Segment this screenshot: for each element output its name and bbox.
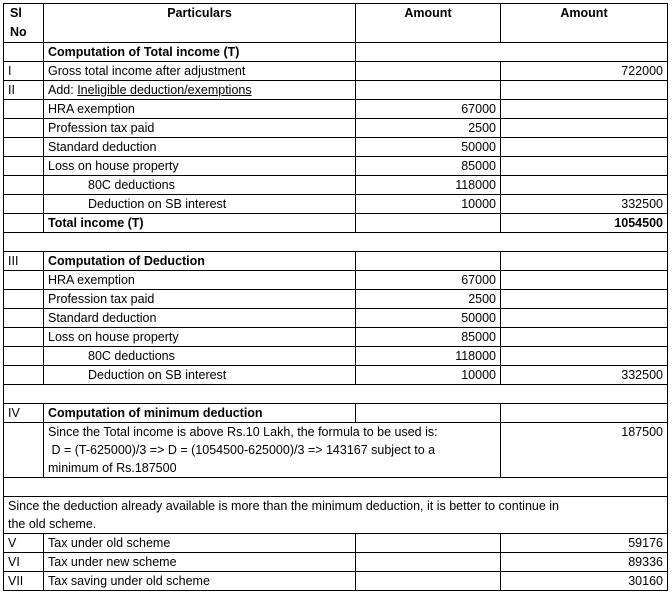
- row-amount: 85000: [356, 328, 501, 347]
- row-amount: 50000: [356, 309, 501, 328]
- tax-computation-table: [3, 3, 668, 591]
- spacer-row: [4, 478, 668, 497]
- table-row: [4, 81, 668, 100]
- conclusion-row: [4, 497, 668, 534]
- sl-number: V: [4, 534, 44, 553]
- row-amount: 50000: [356, 138, 501, 157]
- row-label: Standard deduction: [44, 138, 356, 157]
- row-label: Profession tax paid: [44, 119, 356, 138]
- row-label: Standard deduction: [44, 309, 356, 328]
- table-row: [4, 43, 668, 62]
- table-row: [4, 423, 668, 478]
- sl-number: I: [4, 62, 44, 81]
- table-row: [4, 195, 668, 214]
- header-particulars: Particulars: [44, 4, 356, 43]
- table-row: [4, 214, 668, 233]
- table-row: [4, 347, 668, 366]
- row-label: Gross total income after adjustment: [44, 62, 356, 81]
- section-title-minimum: Computation of minimum deduction: [44, 404, 356, 423]
- sl-number: VI: [4, 553, 44, 572]
- table-row: [4, 176, 668, 195]
- row-label: HRA exemption: [44, 100, 356, 119]
- table-row: [4, 100, 668, 119]
- conclusion-note: Since the deduction already available is more than the minimum deduction, it is better to continue in the old scheme.: [4, 497, 668, 534]
- table-row: [4, 157, 668, 176]
- table-row: [4, 138, 668, 157]
- header-amount-2: Amount: [501, 4, 668, 43]
- section-title-total-income: Computation of Total income (T): [44, 43, 356, 62]
- row-label: Add: Ineligible deduction/exemptions: [44, 81, 356, 100]
- table-row: [4, 404, 668, 423]
- row-label: Deduction on SB interest: [44, 366, 356, 385]
- table-row: [4, 309, 668, 328]
- total-income-label: Total income (T): [44, 214, 356, 233]
- header-row: [4, 4, 668, 43]
- table-row: [4, 62, 668, 81]
- sl-number: VII: [4, 572, 44, 591]
- row-amount: 10000: [356, 366, 501, 385]
- minimum-deduction-formula: Since the Total income is above Rs.10 Lakh, the formula to be used is: D = (T-625000)/3 => D = (1054500-625000)/3 => 143167 subject to a minimum of Rs.187500: [44, 423, 501, 478]
- table-row: [4, 328, 668, 347]
- row-amount: 89336: [501, 553, 668, 572]
- header-amount-1: Amount: [356, 4, 501, 43]
- table-row: [4, 119, 668, 138]
- table-row: [4, 290, 668, 309]
- row-label: Tax saving under old scheme: [44, 572, 356, 591]
- row-label: Loss on house property: [44, 157, 356, 176]
- row-label: Loss on house property: [44, 328, 356, 347]
- row-label: Tax under new scheme: [44, 553, 356, 572]
- header-sl-no: Sl No: [4, 4, 44, 43]
- row-label: HRA exemption: [44, 271, 356, 290]
- sl-number: II: [4, 81, 44, 100]
- spacer-row: [4, 233, 668, 252]
- row-amount: 118000: [356, 347, 501, 366]
- row-label: 80C deductions: [44, 176, 356, 195]
- row-amount: 722000: [501, 62, 668, 81]
- row-label: Deduction on SB interest: [44, 195, 356, 214]
- row-amount: 118000: [356, 176, 501, 195]
- spacer-row: [4, 385, 668, 404]
- table-row: [4, 271, 668, 290]
- row-amount: 85000: [356, 157, 501, 176]
- minimum-deduction-amount: 187500: [501, 423, 668, 478]
- section-title-deduction: Computation of Deduction: [44, 252, 356, 271]
- total-income-amount: 1054500: [501, 214, 668, 233]
- table-row: [4, 252, 668, 271]
- sl-number: III: [4, 252, 44, 271]
- row-amount: 2500: [356, 119, 501, 138]
- row-amount: 30160: [501, 572, 668, 591]
- row-subtotal: 332500: [501, 366, 668, 385]
- table-row: [4, 572, 668, 591]
- row-amount: 67000: [356, 100, 501, 119]
- table-row: [4, 366, 668, 385]
- table-row: [4, 553, 668, 572]
- row-label: Profession tax paid: [44, 290, 356, 309]
- row-amount: 59176: [501, 534, 668, 553]
- row-label: Tax under old scheme: [44, 534, 356, 553]
- sl-number: IV: [4, 404, 44, 423]
- row-label: 80C deductions: [44, 347, 356, 366]
- row-amount: 2500: [356, 290, 501, 309]
- row-amount: 10000: [356, 195, 501, 214]
- row-subtotal: 332500: [501, 195, 668, 214]
- row-amount: 67000: [356, 271, 501, 290]
- table-row: [4, 534, 668, 553]
